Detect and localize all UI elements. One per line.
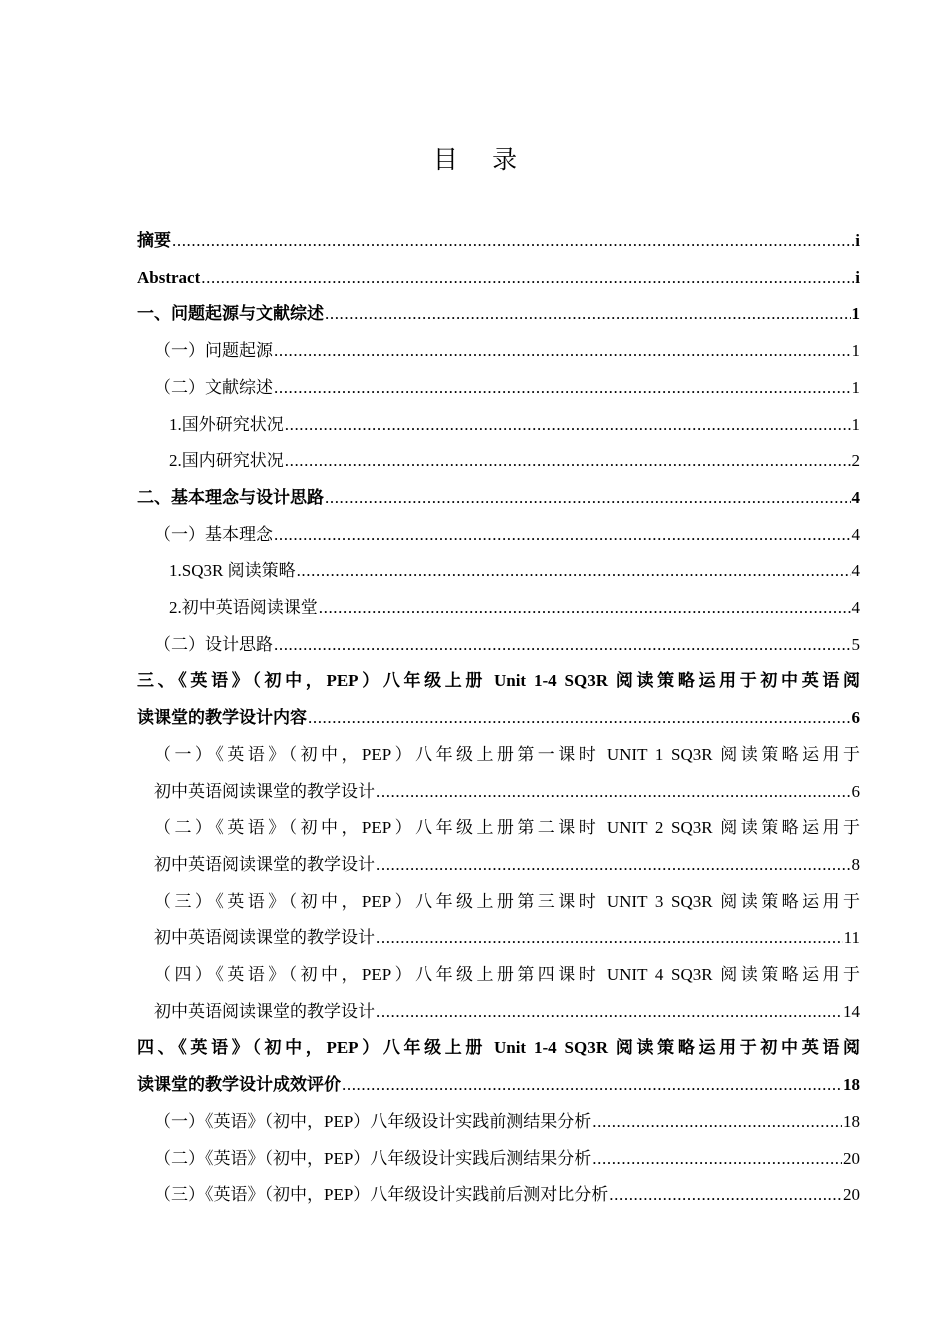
- toc-entry-label-line2: 读课堂的教学设计成效评价: [137, 1075, 341, 1095]
- toc-leader-dots: [342, 1067, 842, 1104]
- toc-entry[interactable]: [137, 407, 860, 444]
- toc-leader-dots: [325, 296, 851, 333]
- toc-page-number: 4: [851, 598, 860, 618]
- toc-leader-dots: [172, 223, 854, 260]
- page-title: 目 录: [432, 147, 532, 174]
- toc-entry-label-line2: 初中英语阅读课堂的教学设计: [154, 1001, 375, 1021]
- toc-page-number: 1: [851, 341, 860, 361]
- toc-entry-label: 二、基本理念与设计思路: [137, 487, 324, 507]
- toc-entry-label: Abstract: [137, 267, 201, 287]
- toc-entry[interactable]: [137, 810, 860, 883]
- toc-entry-label-line2: 初中英语阅读课堂的教学设计: [154, 854, 375, 874]
- toc-entry[interactable]: [137, 223, 860, 260]
- toc-entry-label-line2: 初中英语阅读课堂的教学设计: [154, 781, 375, 801]
- toc-leader-dots: [325, 480, 851, 517]
- toc-page-number: i: [855, 231, 860, 250]
- toc-page-number: 11: [843, 928, 860, 948]
- toc-leader-dots: [274, 333, 851, 370]
- toc-entry-label: （一）基本理念: [154, 524, 273, 544]
- toc-leader-dots: [274, 627, 851, 664]
- toc-page-number: 20: [843, 1148, 860, 1168]
- toc-leader-dots: [376, 774, 851, 811]
- toc-entry-label-line1: （二）《英语》（初中，PEP）八年级上册第二课时 UNIT 2 SQ3R 阅读策略运用于: [154, 818, 860, 838]
- toc-entry-label: 摘要: [137, 231, 171, 250]
- toc-leader-dots: [274, 517, 851, 554]
- toc-entry[interactable]: [137, 553, 860, 590]
- toc-entry-label-line1: （三）《英语》（初中，PEP）八年级上册第三课时 UNIT 3 SQ3R 阅读策略运用于: [154, 891, 860, 911]
- toc-page-number: 14: [843, 1001, 860, 1021]
- toc-entry-label: 一、问题起源与文献综述: [137, 304, 324, 324]
- toc-page-number: 18: [843, 1075, 860, 1095]
- toc-page-number: 6: [851, 781, 860, 801]
- toc-page-number: 18: [843, 1111, 860, 1131]
- toc-page-number: 2: [851, 451, 860, 471]
- toc-entry[interactable]: [137, 590, 860, 627]
- toc-leader-dots: [308, 700, 851, 737]
- toc-entry[interactable]: [137, 1141, 860, 1178]
- toc-entry-label: （二）文献综述: [154, 377, 273, 397]
- toc-entry-label: 2.初中英语阅读课堂: [169, 598, 318, 618]
- toc-entry[interactable]: [137, 1177, 860, 1214]
- toc-entry-label-line1: 三、《英语》（初中，PEP）八年级上册 Unit 1-4 SQ3R 阅读策略运用于初中英语阅: [137, 671, 860, 691]
- toc-entry-label-line1: （四）《英语》（初中，PEP）八年级上册第四课时 UNIT 4 SQ3R 阅读策略运用于: [154, 965, 860, 985]
- toc-entry[interactable]: [137, 480, 860, 517]
- toc-page-number: 1: [851, 414, 860, 434]
- toc-entry[interactable]: [137, 1104, 860, 1141]
- toc-entry-label: （一）《英语》（初中，PEP）八年级设计实践前测结果分析: [154, 1111, 592, 1131]
- toc-leader-dots: [285, 443, 851, 480]
- toc-page-number: i: [855, 267, 860, 287]
- toc-page-number: 4: [851, 524, 860, 544]
- toc-entry-label: 1.SQ3R 阅读策略: [169, 561, 296, 581]
- toc-entry[interactable]: [137, 957, 860, 1030]
- toc-leader-dots: [592, 1141, 842, 1178]
- toc-entry[interactable]: [137, 737, 860, 810]
- toc-page-number: 1: [851, 304, 860, 324]
- toc-entry-label-line2: 读课堂的教学设计内容: [137, 708, 307, 728]
- toc-entry-label: （二）《英语》（初中，PEP）八年级设计实践后测结果分析: [154, 1148, 592, 1168]
- toc-leader-dots: [201, 260, 854, 297]
- toc-leader-dots: [376, 920, 843, 957]
- toc-leader-dots: [592, 1104, 842, 1141]
- toc-entry[interactable]: [137, 884, 860, 957]
- toc-entry-label: （二）设计思路: [154, 634, 273, 654]
- toc-page-number: 5: [851, 634, 860, 654]
- toc-entry[interactable]: [137, 333, 860, 370]
- toc-leader-dots: [376, 847, 851, 884]
- toc-entry-label: （一）问题起源: [154, 341, 273, 361]
- toc-page-number: 6: [851, 708, 860, 728]
- toc-entry-label: 1.国外研究状况: [169, 414, 284, 434]
- toc-entry[interactable]: [137, 296, 860, 333]
- toc-leader-dots: [274, 370, 851, 407]
- table-of-contents: [137, 223, 860, 1214]
- toc-entry[interactable]: [137, 1030, 860, 1103]
- toc-entry[interactable]: [137, 443, 860, 480]
- toc-entry[interactable]: [137, 517, 860, 554]
- toc-leader-dots: [297, 553, 851, 590]
- toc-leader-dots: [376, 994, 842, 1031]
- toc-entry-label-line1: （一）《英语》（初中，PEP）八年级上册第一课时 UNIT 1 SQ3R 阅读策略运用于: [154, 744, 860, 764]
- toc-leader-dots: [609, 1177, 842, 1214]
- toc-page-number: 4: [851, 487, 860, 507]
- toc-page-number: 4: [851, 561, 860, 581]
- toc-leader-dots: [319, 590, 851, 627]
- toc-entry[interactable]: [137, 260, 860, 297]
- toc-entry-label-line1: 四、《英语》（初中，PEP）八年级上册 Unit 1-4 SQ3R 阅读策略运用于初中英语阅: [137, 1038, 860, 1058]
- toc-leader-dots: [285, 407, 851, 444]
- toc-entry-label-line2: 初中英语阅读课堂的教学设计: [154, 928, 375, 948]
- toc-entry-label: （三）《英语》（初中，PEP）八年级设计实践前后测对比分析: [154, 1185, 609, 1205]
- toc-entry-label: 2.国内研究状况: [169, 451, 284, 471]
- toc-page-number: 8: [851, 854, 860, 874]
- toc-page-number: 1: [851, 377, 860, 397]
- toc-page-number: 20: [843, 1185, 860, 1205]
- toc-entry[interactable]: [137, 627, 860, 664]
- toc-entry[interactable]: [137, 663, 860, 736]
- toc-entry[interactable]: [137, 370, 860, 407]
